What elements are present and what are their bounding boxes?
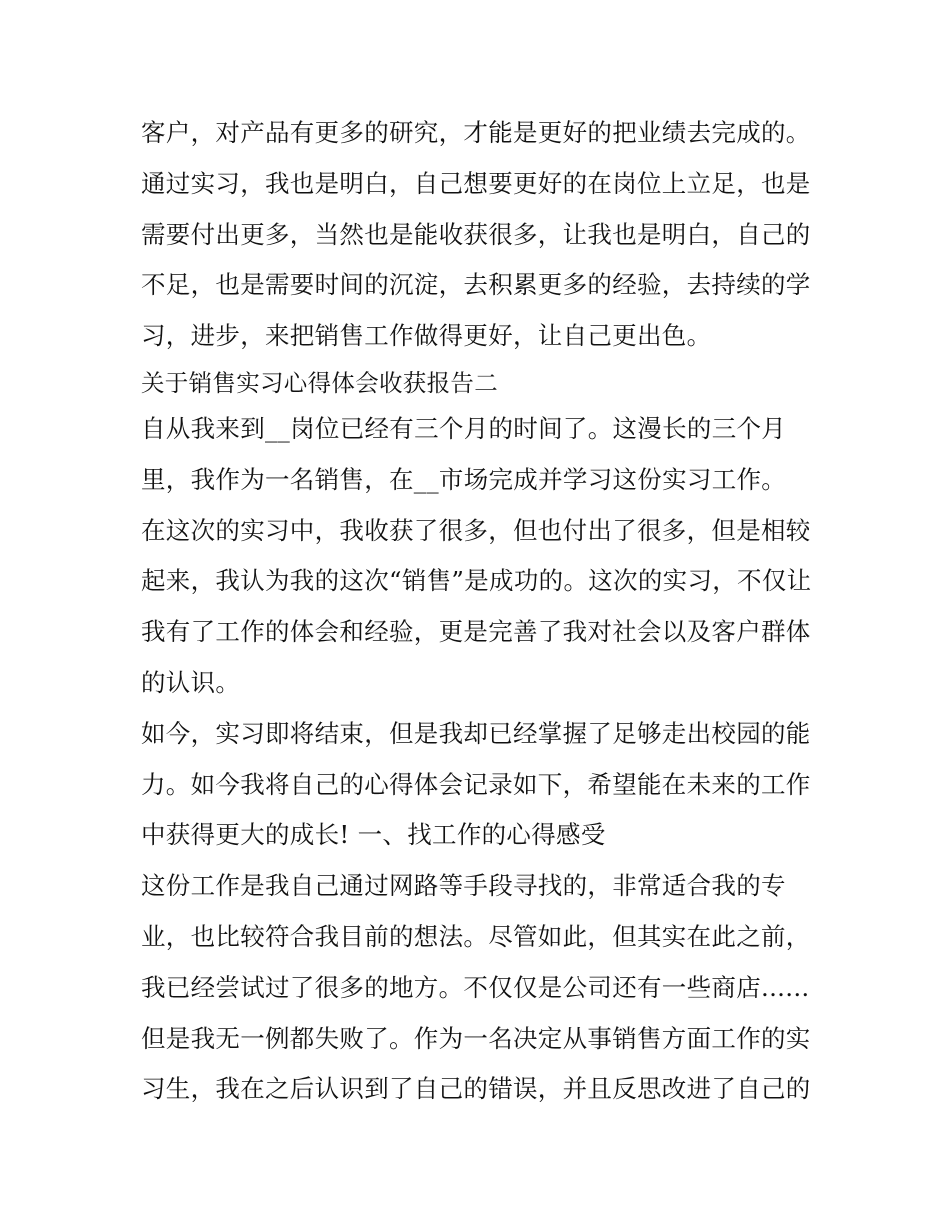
text-line: 但是我无一例都失败了。作为一名决定从事销售方面工作的实 — [141, 1023, 811, 1053]
text-line: 的认识。 — [141, 667, 241, 697]
text-line: 自从我来到__岗位已经有三个月的时间了。这漫长的三个月 — [141, 413, 787, 443]
text-line: 我已经尝试过了很多的地方。不仅仅是公司还有一些商店...... — [141, 972, 810, 1002]
text-line: 习生，我在之后认识到了自己的错误，并且反思改进了自己的 — [141, 1074, 811, 1104]
section-heading: 关于销售实习心得体会收获报告二 — [141, 368, 498, 397]
text-line: 这份工作是我自己通过网路等手段寻找的，非常适合我的专 — [141, 871, 786, 901]
text-line: 习，进步，来把销售工作做得更好，让自己更出色。 — [141, 321, 712, 351]
text-line: 通过实习，我也是明白，自己想要更好的在岗位上立足，也是 — [141, 168, 811, 198]
text-line: 如今，实习即将结束，但是我却已经掌握了足够走出校园的能 — [141, 718, 811, 748]
document-body — [141, 108, 821, 1115]
text-line: 起来，我认为我的这次“销售”是成功的。这次的实习，不仅让 — [141, 566, 812, 596]
text-line: 客户，对产品有更多的研究，才能是更好的把业绩去完成的。 — [141, 118, 811, 147]
text-line: 我有了工作的体会和经验，更是完善了我对社会以及客户群体 — [141, 617, 811, 647]
text-line: 中获得更大的成长! 一、找工作的心得感受 — [141, 820, 606, 850]
text-line: 里，我作为一名销售，在__市场完成并学习这份实习工作。 — [141, 464, 787, 494]
text-line: 需要付出更多，当然也是能收获很多，让我也是明白，自己的 — [141, 219, 811, 249]
text-line: 力。如今我将自己的心得体会记录如下，希望能在未来的工作 — [141, 769, 811, 799]
text-line: 业，也比较符合我目前的想法。尽管如此，但其实在此之前， — [141, 921, 811, 951]
text-line: 不足，也是需要时间的沉淀，去积累更多的经验，去持续的学 — [141, 270, 811, 300]
text-line: 在这次的实习中，我收获了很多，但也付出了很多，但是相较 — [141, 515, 811, 545]
